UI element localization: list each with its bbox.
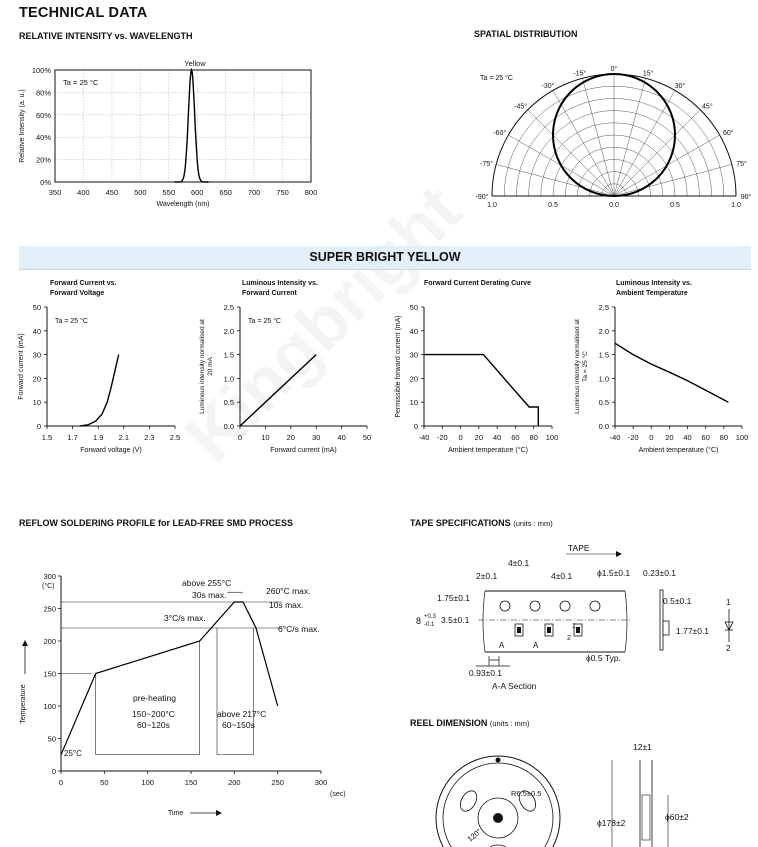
y-tick-label: 60% <box>35 110 51 120</box>
pocket-pin2: 2 <box>567 635 571 642</box>
y-tick-label: 50 <box>32 303 41 312</box>
x-tick-label: 100 <box>545 433 559 442</box>
pocket-depth-label: 1.77±0.1 <box>676 626 710 636</box>
angle-label: 45° <box>702 103 713 111</box>
x-tick-label: -20 <box>436 433 448 442</box>
ta-label: Ta = 25 °C <box>55 318 88 325</box>
x-tick-label: 20 <box>665 433 674 442</box>
y-tick-label: 0.0 <box>598 422 609 431</box>
reel-rim <box>443 763 553 847</box>
ramp-down-label: 6°C/s max. <box>278 624 320 634</box>
hole-dia-label: ϕ1.5±0.1 <box>597 568 631 578</box>
banner-title: SUPER BRIGHT YELLOW <box>309 250 461 264</box>
y-tick-label: 250 <box>43 604 56 614</box>
pitch1-label: 4±0.1 <box>551 571 573 581</box>
width-label: 8 <box>416 616 422 626</box>
peak-label: Yellow <box>184 59 206 68</box>
y-tick-label: 2.0 <box>598 326 609 336</box>
x-tick-label: 2.5 <box>169 433 181 442</box>
preheat-time-label: 60~120s <box>137 720 170 730</box>
preheat-range-label: 150~200°C <box>132 709 175 719</box>
y-tick-label: 40 <box>409 326 418 336</box>
x-tick-label: 0 <box>237 433 243 442</box>
x-tick-label: 550 <box>162 188 176 197</box>
y-tick-label: 80% <box>35 88 51 98</box>
y-tick-label: 100 <box>43 702 56 711</box>
section-mark-a: A <box>499 641 505 650</box>
x-unit-label: (sec) <box>330 791 346 798</box>
x-axis-label: Ambient temperature (°C) <box>638 447 719 454</box>
y-tick-label: 40% <box>35 133 51 143</box>
y-tick-label: 0.0 <box>223 422 234 431</box>
y-tick-label: 2.0 <box>223 326 234 336</box>
y-axis-label: Permissible forward current (mA) <box>395 315 402 418</box>
tape-label: TAPE <box>568 543 590 553</box>
x-tick-label: 1.7 <box>67 433 78 442</box>
reel-title: REEL DIMENSION <box>410 718 488 728</box>
y-tick-label: 0.5 <box>598 398 609 408</box>
y-unit-label: (°C) <box>42 583 55 590</box>
y-axis-label: Forward current (mA) <box>18 333 25 400</box>
x-tick-label: 750 <box>276 188 289 197</box>
angle-label: -15° <box>573 70 587 78</box>
y-tick-label: 2.5 <box>223 303 234 312</box>
chart-title: Luminous Intensity vs. <box>616 280 692 287</box>
y-tick-label: 1.0 <box>598 374 609 384</box>
chart-subtitle: Forward Voltage <box>50 290 105 297</box>
spatial-title: SPATIAL DISTRIBUTION <box>474 29 578 39</box>
x-tick-label: 0 <box>649 433 654 442</box>
reel-window <box>457 788 480 814</box>
peak-temp-label: 260°C max. <box>266 586 311 596</box>
y-axis-label: Luminous intensity normalised at <box>199 319 206 414</box>
reel-mark <box>496 758 501 763</box>
angle-label: -60° <box>493 130 507 137</box>
y-axis-label: Luminous intensity normalised at <box>574 319 581 414</box>
x-tick-label: 250 <box>271 778 284 787</box>
y-tick-label: 1.5 <box>598 350 609 360</box>
reel-outer <box>436 756 560 847</box>
x-tick-label: 80 <box>529 433 538 442</box>
x-tick-label: 350 <box>48 188 62 197</box>
ta-label: Ta = 25 °C <box>248 318 281 325</box>
depth-label: 0.5±0.1 <box>663 596 692 606</box>
x-tick-label: 50 <box>100 778 109 787</box>
edge-dist-label: 1.75±0.1 <box>437 593 471 603</box>
above217-time-label: 60~150s <box>222 720 255 730</box>
x-tick-label: 700 <box>247 188 261 197</box>
x-tick-label: 0 <box>58 778 64 787</box>
ramp-up-label: 3°C/s max. <box>164 613 206 623</box>
x-tick-label: 40 <box>337 433 346 442</box>
x-tick-label: 80 <box>719 433 729 442</box>
y-tick-label: 300 <box>43 572 56 581</box>
angle-label: -90° <box>475 194 489 201</box>
y-tick-label: 20 <box>32 374 41 384</box>
above255-label: above 255°C <box>182 578 232 588</box>
radial-tick-label: 1.0 <box>487 202 497 209</box>
x-tick-label: 200 <box>228 778 241 787</box>
x-tick-label: 100 <box>735 433 749 442</box>
chart-subtitle: Forward Current <box>242 290 297 297</box>
x-tick-label: 50 <box>362 433 372 442</box>
y-tick-label: 20% <box>35 155 51 165</box>
radial-tick-label: 1.0 <box>731 202 741 209</box>
x-tick-label: 10 <box>261 433 270 442</box>
t30-label: 30s max. <box>192 590 227 600</box>
ta-label: Ta = 25 °C <box>480 75 513 82</box>
y-tick-label: 20 <box>409 374 418 384</box>
width-tol-bot: -0.1 <box>424 622 435 628</box>
y-tick-label: 0 <box>51 767 56 776</box>
pocket-width-label: 0.93±0.1 <box>469 668 503 678</box>
x-axis-label: Forward current (mA) <box>270 447 337 454</box>
angle-label: -75° <box>480 160 493 168</box>
chart-subtitle: Ambient Temperature <box>616 290 688 297</box>
width-tol-top: +0.3 <box>424 614 436 620</box>
peak-time-label: 10s max. <box>269 600 304 610</box>
x-tick-label: 2.3 <box>144 433 155 442</box>
x-tick-label: 450 <box>105 188 119 197</box>
x-axis-label: Time <box>168 810 184 817</box>
angle-label: 15° <box>642 70 654 78</box>
x-tick-label: 40 <box>683 433 692 442</box>
y-tick-label: 2.5 <box>598 303 609 312</box>
y-tick-label: 0.5 <box>223 398 234 408</box>
y-axis-label-2: Ta = 25 °C <box>582 351 589 382</box>
preheat-label: pre-heating <box>133 693 177 703</box>
pocket-hole-label: ϕ0.5 Typ. <box>586 653 622 663</box>
x-tick-label: 150 <box>184 778 198 787</box>
ta-label: Ta = 25 °C <box>63 78 99 87</box>
angle-label: 0° <box>610 66 618 73</box>
radius-label: R6.5±0.5 <box>511 789 542 798</box>
reel-unit: (units : mm) <box>489 719 530 728</box>
x-tick-label: 0 <box>458 433 463 442</box>
reel-dia-label: ϕ178±2 <box>597 818 626 828</box>
angle-label: 30° <box>674 83 686 91</box>
radial-tick-label: 0.5 <box>670 202 680 209</box>
x-tick-label: 60 <box>701 433 710 442</box>
y-tick-label: 1.5 <box>223 350 234 360</box>
tape-title: TAPE SPECIFICATIONS <box>410 518 511 528</box>
x-tick-label: 2.1 <box>118 433 130 442</box>
x-tick-label: 600 <box>190 188 204 197</box>
x-tick-label: -40 <box>609 433 621 442</box>
angle-label: 90° <box>740 194 752 201</box>
x-tick-label: 60 <box>511 433 520 442</box>
x-tick-label: 20 <box>474 433 484 442</box>
x-tick-label: 1.5 <box>41 433 53 442</box>
x-axis-label: Forward voltage (V) <box>80 447 142 454</box>
spectrum-title: RELATIVE INTENSITY vs. WAVELENGTH <box>19 31 193 41</box>
x-tick-label: -20 <box>627 433 639 442</box>
diode-pin1: 1 <box>726 598 731 607</box>
angle-label: 120° <box>465 826 484 844</box>
angle-label: -45° <box>514 103 528 111</box>
x-axis-label: Wavelength (nm) <box>156 201 210 208</box>
y-tick-label: 50 <box>409 303 418 312</box>
y-tick-label: 0% <box>40 178 51 187</box>
reel-side-hub <box>642 795 650 840</box>
y-tick-label: 0 <box>413 422 418 431</box>
chart-title: Luminous Intensity vs. <box>242 280 318 287</box>
radial-tick-label: 0.5 <box>548 202 558 209</box>
x-tick-label: 400 <box>77 188 90 197</box>
x-axis-label: Ambient temperature (°C) <box>448 447 528 454</box>
section-label: A-A Section <box>492 681 537 691</box>
chart-title: Forward Current Derating Curve <box>424 280 531 287</box>
tape-unit: (units : mm) <box>513 519 553 528</box>
y-tick-label: 0 <box>36 422 41 431</box>
y-tick-label: 50 <box>47 734 56 744</box>
y-tick-label: 200 <box>43 637 56 646</box>
y-axis-label-2: 20 mA <box>207 357 214 376</box>
x-tick-label: 1.9 <box>92 433 104 442</box>
pitch2-label: 2±0.1 <box>476 571 498 581</box>
y-tick-label: 40 <box>32 326 41 336</box>
section-mark-b: A <box>533 641 539 650</box>
pocket-pin1: 1 <box>572 623 576 630</box>
thickness-label: 0.23±0.1 <box>643 568 677 578</box>
hub-dia-label: ϕ60±2 <box>665 812 689 822</box>
pocket-dist-label: 3.5±0.1 <box>441 615 470 625</box>
x-tick-label: 20 <box>286 433 295 442</box>
x-tick-label: -40 <box>418 433 430 442</box>
x-tick-label: 800 <box>304 188 318 197</box>
x-tick-label: 650 <box>219 188 232 197</box>
page-title: TECHNICAL DATA <box>19 5 148 21</box>
x-tick-label: 40 <box>492 433 502 442</box>
diode-pin2: 2 <box>726 644 731 653</box>
chart-title: Forward Current vs. <box>50 280 117 287</box>
above217-label: above 217°C <box>217 709 267 719</box>
angle-label: 75° <box>736 160 747 168</box>
x-tick-label: 100 <box>141 778 154 787</box>
y-tick-label: 10 <box>409 398 418 408</box>
x-tick-label: 30 <box>312 433 321 442</box>
y-tick-label: 10 <box>32 398 41 408</box>
x-tick-label: 500 <box>134 188 147 197</box>
y-tick-label: 1.0 <box>223 374 234 384</box>
reel-width-label: 12±1 <box>633 742 652 752</box>
y-tick-label: 30 <box>32 350 41 360</box>
y-tick-label: 150 <box>43 669 56 679</box>
reflow-title: REFLOW SOLDERING PROFILE for LEAD-FREE SMD PROCESS <box>19 518 294 528</box>
radial-tick-label: 0.0 <box>609 202 619 209</box>
y-tick-label: 100% <box>31 66 51 75</box>
reel-center <box>493 813 503 823</box>
x-tick-label: 300 <box>314 778 328 787</box>
y-axis-label: Relative Intensity (a. u.) <box>19 89 26 163</box>
start-label: 25°C <box>64 749 82 758</box>
angle-label: -30° <box>541 83 555 91</box>
angle-label: 60° <box>723 130 734 137</box>
y-axis-label: Temperature <box>20 684 27 724</box>
y-tick-label: 30 <box>409 350 418 360</box>
pitch0-label: 4±0.1 <box>508 558 530 568</box>
